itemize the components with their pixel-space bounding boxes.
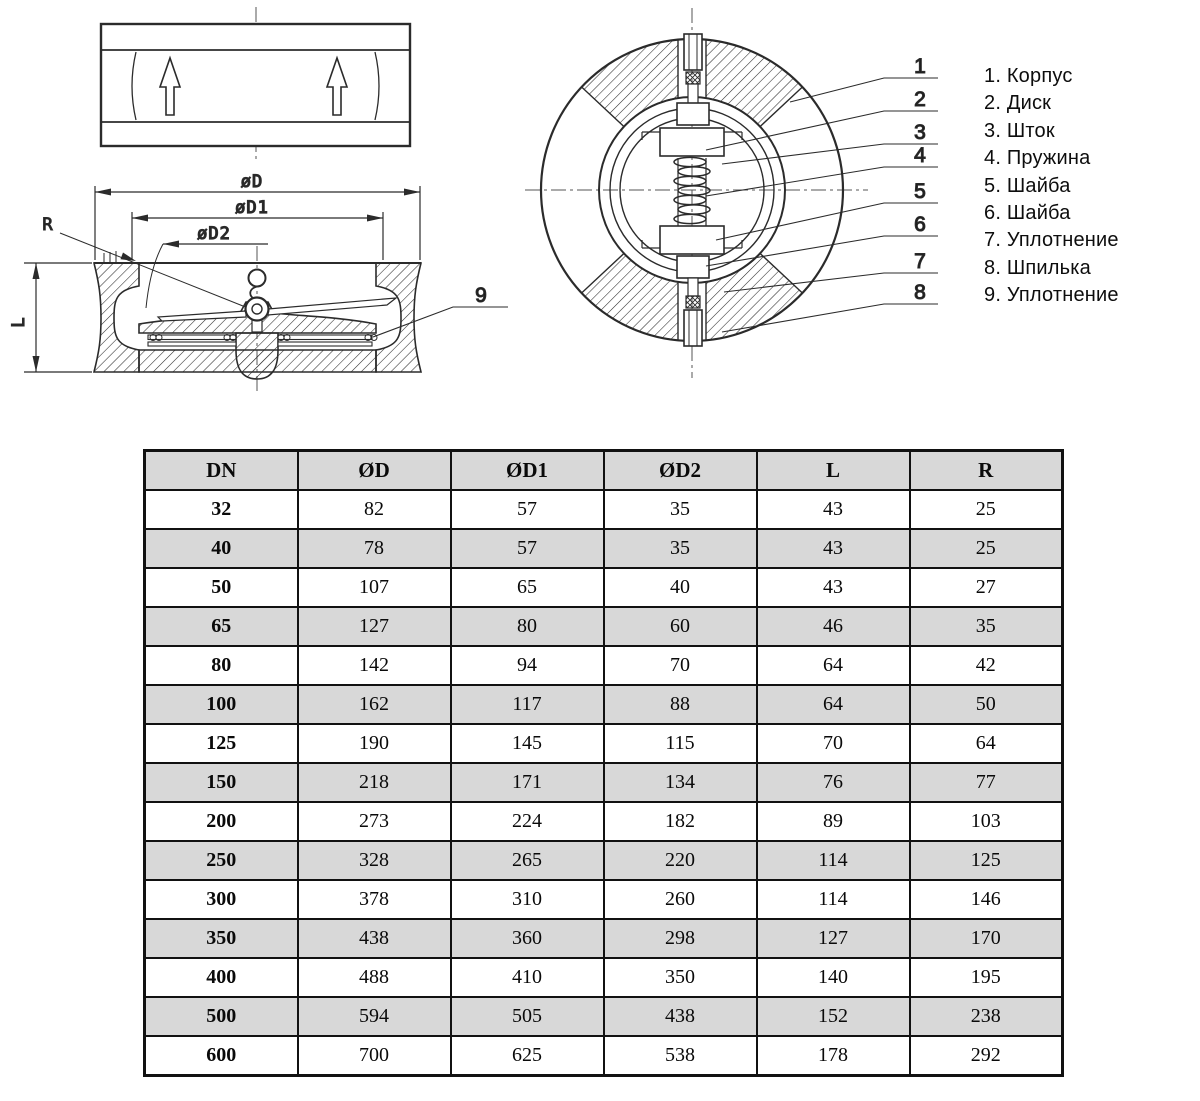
- table-cell: 27: [910, 568, 1063, 607]
- table-cell: 195: [910, 958, 1063, 997]
- table-cell: 57: [451, 490, 604, 529]
- table-row: [145, 490, 1063, 529]
- table-cell: 125: [910, 841, 1063, 880]
- table-cell: 35: [910, 607, 1063, 646]
- table-cell: 190: [298, 724, 451, 763]
- table-cell: 57: [451, 529, 604, 568]
- table-header-cell: DN: [145, 451, 298, 491]
- table-cell: 64: [757, 685, 910, 724]
- table-row: [145, 568, 1063, 607]
- table-cell: 700: [298, 1036, 451, 1076]
- table-cell: 107: [298, 568, 451, 607]
- table-cell: 32: [145, 490, 298, 529]
- legend-item: 6. Шайба: [984, 202, 1071, 225]
- table-cell: 43: [757, 529, 910, 568]
- retainer-plate-left: [148, 342, 236, 346]
- bottom-stud: [684, 310, 702, 346]
- legend-item: 8. Шпилька: [984, 256, 1091, 279]
- left-flange-section: [94, 263, 139, 372]
- table-cell: 94: [451, 646, 604, 685]
- callout-7-number: 7: [914, 250, 926, 273]
- callout-1-number: 1: [914, 55, 926, 78]
- table-cell: 438: [604, 997, 757, 1036]
- table-cell: 310: [451, 880, 604, 919]
- table-cell: 127: [757, 919, 910, 958]
- table-cell: 43: [757, 490, 910, 529]
- table-cell: 80: [145, 646, 298, 685]
- front-view: [525, 8, 938, 378]
- table-cell: 360: [451, 919, 604, 958]
- table-cell: 170: [910, 919, 1063, 958]
- table-cell: 273: [298, 802, 451, 841]
- table-cell: 220: [604, 841, 757, 880]
- table-cell: 178: [757, 1036, 910, 1076]
- table-row: [145, 763, 1063, 802]
- dim-label-d1: øD1: [235, 198, 269, 218]
- dimension-l: [9, 263, 92, 372]
- table-cell: 40: [145, 529, 298, 568]
- table-cell: 182: [604, 802, 757, 841]
- table-header-cell: ØD1: [451, 451, 604, 491]
- hinge-pin: [249, 270, 266, 287]
- callout-6: [706, 213, 938, 266]
- table-row: [145, 685, 1063, 724]
- table-cell: 64: [757, 646, 910, 685]
- table-cell: 378: [298, 880, 451, 919]
- table-cell: 89: [757, 802, 910, 841]
- body-section: [94, 251, 421, 379]
- bottom-seal-washer: [686, 296, 700, 308]
- spring-section-inner: [252, 304, 262, 314]
- table-header-cell: L: [757, 451, 910, 491]
- table-cell: 88: [604, 685, 757, 724]
- table-cell: 65: [145, 607, 298, 646]
- table-cell: 35: [604, 529, 757, 568]
- dimension-d2: [146, 224, 268, 308]
- dimensions-table: [143, 449, 1064, 1077]
- table-cell: 127: [298, 607, 451, 646]
- table-cell: 265: [451, 841, 604, 880]
- top-seal-washer: [686, 72, 700, 84]
- table-row: [145, 919, 1063, 958]
- table-cell: 146: [910, 880, 1063, 919]
- table-cell: 40: [604, 568, 757, 607]
- dim-label-d2: øD2: [197, 224, 231, 244]
- legend-item: 3. Шток: [984, 119, 1055, 142]
- legend-item: 7. Уплотнение: [984, 229, 1119, 252]
- section-view: [9, 172, 508, 394]
- table-row: [145, 529, 1063, 568]
- callout-6-number: 6: [914, 213, 926, 236]
- table-cell: 114: [757, 841, 910, 880]
- table-row: [145, 997, 1063, 1036]
- legend-item: 1. Корпус: [984, 65, 1073, 87]
- table-cell: 224: [451, 802, 604, 841]
- table-cell: 25: [910, 529, 1063, 568]
- dim-label-d: øD: [240, 172, 264, 192]
- callout-3-number: 3: [914, 121, 926, 144]
- table-cell: 600: [145, 1036, 298, 1076]
- stem-upper: [688, 84, 698, 105]
- stem-lower: [688, 278, 698, 296]
- table-cell: 152: [757, 997, 910, 1036]
- table-cell: 82: [298, 490, 451, 529]
- table-cell: 134: [604, 763, 757, 802]
- lower-washer: [660, 226, 724, 254]
- table-cell: 200: [145, 802, 298, 841]
- table-row: [145, 958, 1063, 997]
- callout-2-number: 2: [914, 88, 926, 111]
- legend-item: 4. Пружина: [984, 147, 1091, 170]
- callout-8-number: 8: [914, 281, 926, 304]
- radius-label: R: [42, 215, 54, 235]
- table-cell: 114: [757, 880, 910, 919]
- table-cell: 150: [145, 763, 298, 802]
- table-cell: 65: [451, 568, 604, 607]
- table-cell: 117: [451, 685, 604, 724]
- table-cell: 50: [145, 568, 298, 607]
- table-cell: 76: [757, 763, 910, 802]
- table-header-cell: ØD2: [604, 451, 757, 491]
- table-header-cell: R: [910, 451, 1063, 491]
- table-cell: 100: [145, 685, 298, 724]
- table-cell: 410: [451, 958, 604, 997]
- table-cell: 488: [298, 958, 451, 997]
- table-cell: 260: [604, 880, 757, 919]
- table-cell: 70: [757, 724, 910, 763]
- table-cell: 400: [145, 958, 298, 997]
- table-row: [145, 646, 1063, 685]
- table-cell: 50: [910, 685, 1063, 724]
- table-cell: 625: [451, 1036, 604, 1076]
- upper-washer: [660, 128, 724, 156]
- table-cell: 350: [604, 958, 757, 997]
- table-cell: 298: [604, 919, 757, 958]
- table-cell: 145: [451, 724, 604, 763]
- valve-body-outline: [101, 24, 410, 146]
- retainer-plate-right: [278, 342, 372, 346]
- legend-item: 5. Шайба: [984, 174, 1071, 197]
- table-cell: 250: [145, 841, 298, 880]
- table-cell: 60: [604, 607, 757, 646]
- upper-retainer-block: [677, 103, 709, 125]
- table-cell: 140: [757, 958, 910, 997]
- legend-item: 2. Диск: [984, 92, 1052, 115]
- table-header-row: [145, 451, 1063, 491]
- legend-item: 9. Уплотнение: [984, 284, 1119, 307]
- table-row: [145, 724, 1063, 763]
- table-cell: 162: [298, 685, 451, 724]
- table-cell: 46: [757, 607, 910, 646]
- table-cell: 142: [298, 646, 451, 685]
- top-view: [101, 7, 410, 163]
- table-cell: 171: [451, 763, 604, 802]
- callout-4-number: 4: [914, 144, 926, 167]
- table-cell: 125: [145, 724, 298, 763]
- table-cell: 350: [145, 919, 298, 958]
- table-cell: 500: [145, 997, 298, 1036]
- table-cell: 238: [910, 997, 1063, 1036]
- table-cell: 78: [298, 529, 451, 568]
- table-row: [145, 880, 1063, 919]
- disc-plate-right: [278, 335, 372, 340]
- table-row: [145, 607, 1063, 646]
- table-header-cell: ØD: [298, 451, 451, 491]
- table-cell: 538: [604, 1036, 757, 1076]
- table-cell: 438: [298, 919, 451, 958]
- table-cell: 292: [910, 1036, 1063, 1076]
- table-cell: 103: [910, 802, 1063, 841]
- table-cell: 328: [298, 841, 451, 880]
- table-body: [145, 490, 1063, 1076]
- table-cell: 594: [298, 997, 451, 1036]
- table-cell: 115: [604, 724, 757, 763]
- table-cell: 42: [910, 646, 1063, 685]
- right-flange-section: [376, 263, 421, 372]
- table-row: [145, 1036, 1063, 1076]
- table-cell: 64: [910, 724, 1063, 763]
- hinge-boss-section: [236, 333, 278, 379]
- table-cell: 35: [604, 490, 757, 529]
- callout-9-number: 9: [475, 284, 487, 307]
- table-header: [145, 451, 1063, 491]
- table-row: [145, 841, 1063, 880]
- open-disc-right: [268, 298, 396, 315]
- table-row: [145, 802, 1063, 841]
- table-cell: 43: [757, 568, 910, 607]
- parts-legend: [984, 63, 1119, 310]
- table-cell: 505: [451, 997, 604, 1036]
- top-stud: [684, 34, 702, 70]
- table-cell: 77: [910, 763, 1063, 802]
- callout-5-number: 5: [914, 180, 926, 203]
- table-cell: 70: [604, 646, 757, 685]
- table-cell: 25: [910, 490, 1063, 529]
- table-cell: 300: [145, 880, 298, 919]
- length-label: L: [9, 316, 29, 328]
- table-cell: 218: [298, 763, 451, 802]
- table-cell: 80: [451, 607, 604, 646]
- lower-retainer-block: [677, 256, 709, 278]
